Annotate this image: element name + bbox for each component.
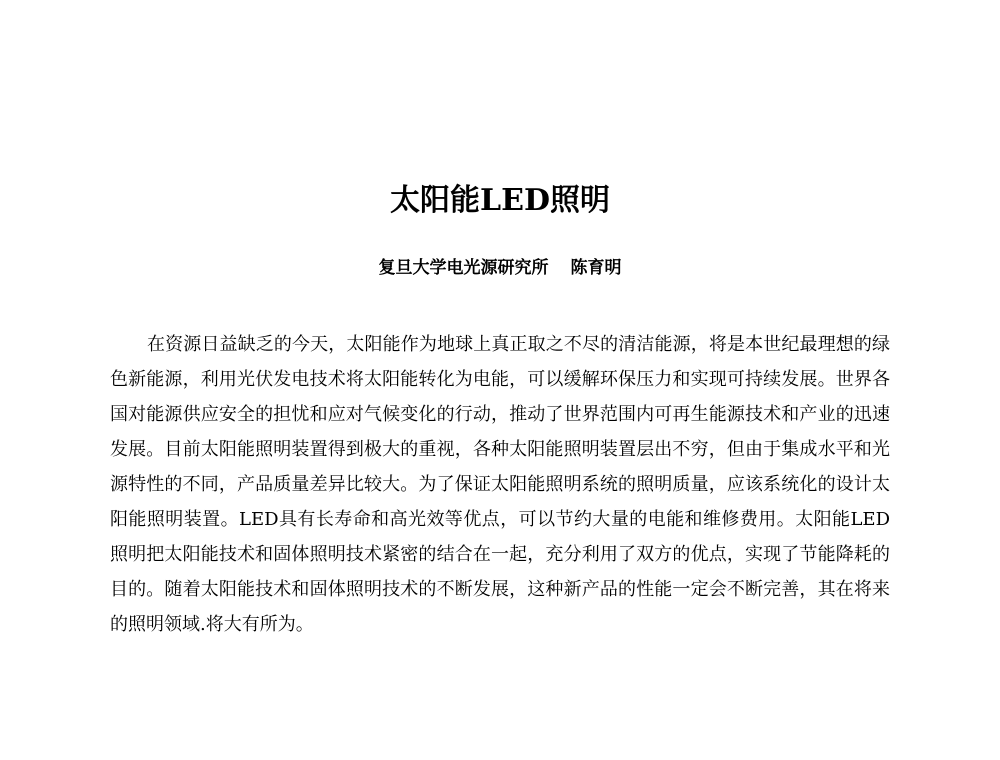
- page-title: 太阳能LED照明: [390, 183, 610, 218]
- author-byline: [0, 256, 1000, 280]
- author-name: 陈育明: [570, 258, 622, 278]
- body-paragraph: 在资源日益缺乏的今天，太阳能作为地球上真正取之不尽的清洁能源，将是本世纪最理想的绿色新能源，利用光伏发电技术将太阳能转化为电能，可以缓解环保压力和实现可持续发展。世界各国对能源供应安全的担忧和应对气候变化的行动，推动了世界范围内可再生能源技术和产业的迅速发展。目前太阳能照明装置得到极大的重视，各种太阳能照明装置层出不穷，但由于集成水平和光源特性的不同，产品质量差异比较大。为了保证太阳能照明系统的照明质量，应该系统化的设计太阳能照明装置。LED具有长寿命和高光效等优点，可以节约大量的电能和维修费用。太阳能LED照明把太阳能技术和固体照明技术紧密的结合在一起，充分利用了双方的优点，实现了节能降耗的目的。随着太阳能技术和固体照明技术的不断发展，这种新产品的性能一定会不断完善，其在将来的照明领域.将大有所为。: [110, 334, 890, 635]
- author-affiliation: 复旦大学电光源研究所: [378, 258, 549, 278]
